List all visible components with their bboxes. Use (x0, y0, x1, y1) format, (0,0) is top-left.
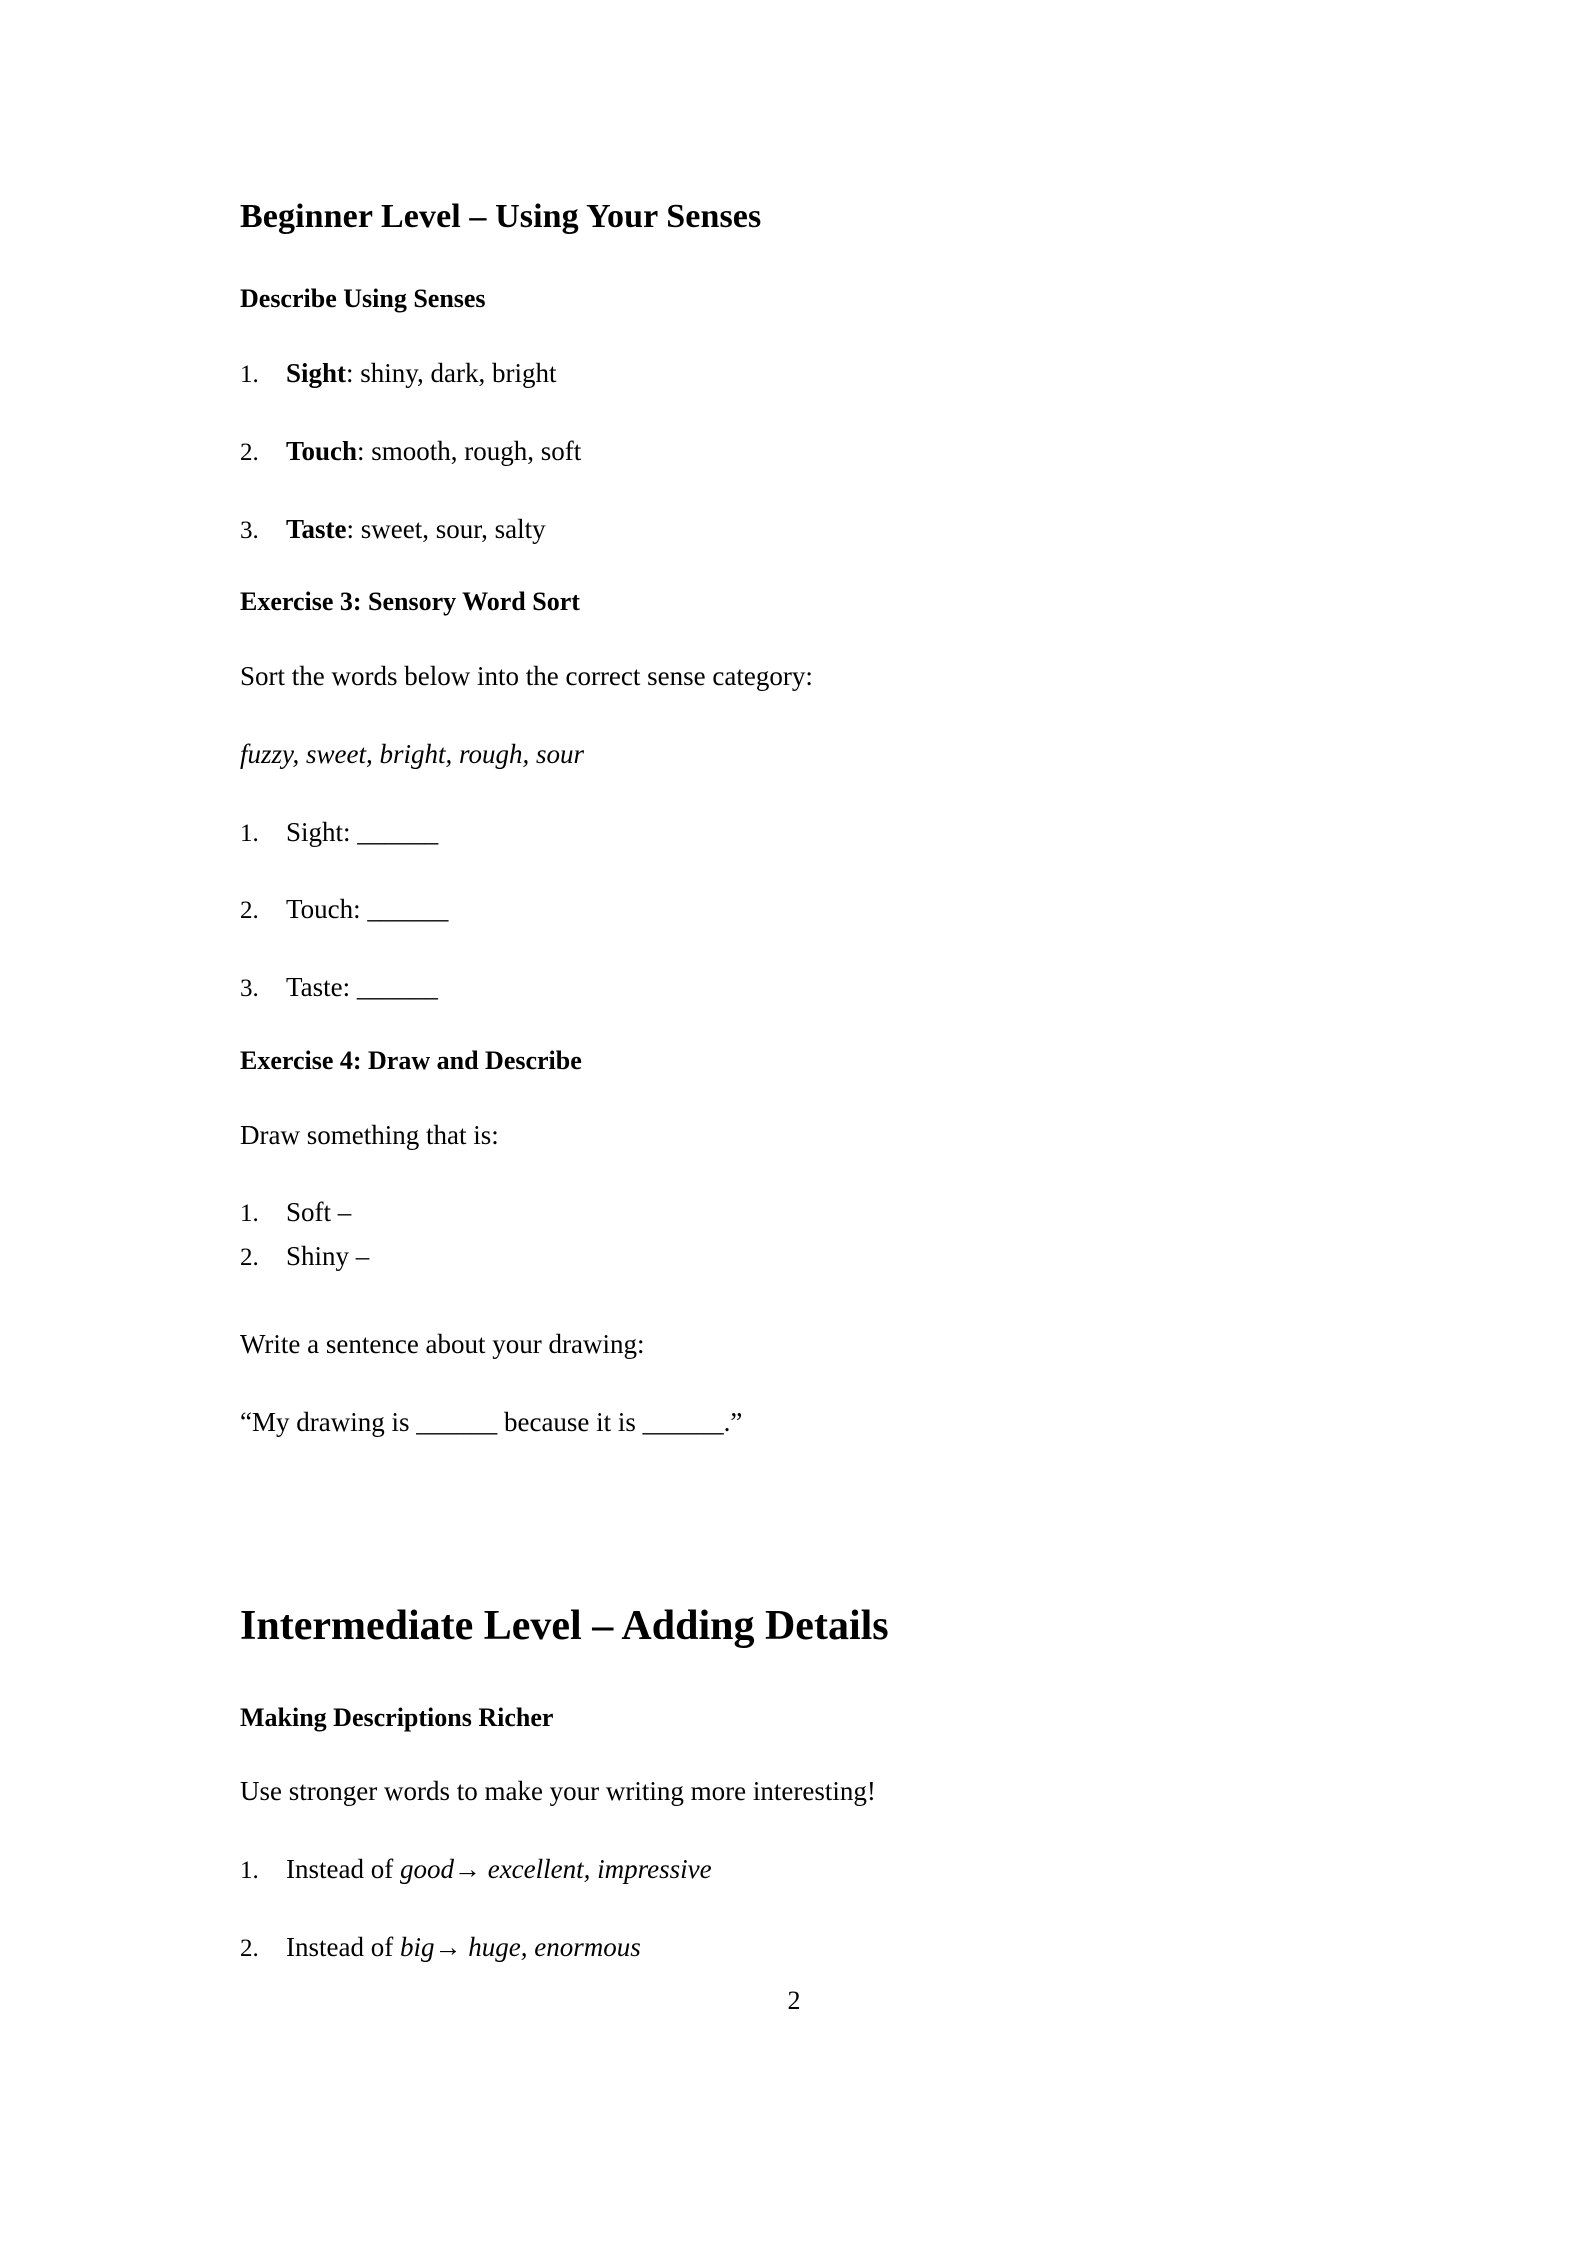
list-item (240, 435, 1240, 469)
answer-label: Sight: (286, 816, 358, 847)
exercise-4-title: Exercise 4: Draw and Describe (240, 1045, 582, 1075)
page-content (240, 196, 1240, 2005)
item-word-upgrade: good→ excellent, impressive (399, 1854, 712, 1885)
exercise-3-answer-list (240, 816, 1240, 1005)
list-number: 1. (240, 1857, 259, 1885)
exercise-4-draw-list (240, 1196, 1240, 1274)
list-item (240, 357, 1240, 391)
list-text (286, 1853, 712, 1887)
sense-words: : sweet, sour, salty (346, 513, 546, 544)
list-number: 3. (240, 516, 259, 544)
list-number: 1. (240, 1200, 259, 1228)
list-number: 2. (240, 1244, 259, 1272)
exercise-4-instruction: Draw something that is: (240, 1119, 499, 1150)
list-item (240, 893, 1240, 927)
answer-blank[interactable]: ______ (367, 894, 449, 925)
list-item (240, 513, 1240, 547)
list-text (286, 513, 546, 547)
exercise-4-sentence-frame[interactable]: “My drawing is ______ because it is ______.” (240, 1406, 743, 1437)
page-number: 2 (787, 1986, 801, 2015)
item-prefix: Instead of (286, 1931, 400, 1962)
list-text (286, 971, 438, 1005)
section-heading-intermediate: Intermediate Level – Adding Details (240, 1603, 889, 1650)
list-text: Soft – (286, 1197, 352, 1228)
list-item (240, 1853, 1240, 1887)
answer-blank[interactable]: ______ (357, 816, 439, 847)
list-item (240, 971, 1240, 1005)
list-number: 3. (240, 975, 259, 1003)
sense-words: : smooth, rough, soft (357, 435, 582, 466)
sense-label: Touch (286, 435, 358, 466)
list-item (240, 1931, 1240, 1965)
spacer (240, 1314, 1240, 1328)
list-number: 1. (240, 361, 259, 389)
senses-list (240, 357, 1240, 546)
sense-words: : shiny, dark, bright (346, 358, 557, 389)
item-prefix: Instead of (286, 1854, 400, 1885)
list-number: 2. (240, 1934, 259, 1962)
list-text (286, 435, 581, 469)
subheading-making-descriptions-richer: Making Descriptions Richer (240, 1702, 554, 1732)
list-number: 2. (240, 897, 259, 925)
sense-label: Taste (286, 513, 347, 544)
subheading-describe-using-senses: Describe Using Senses (240, 284, 486, 314)
stronger-words-list (240, 1853, 1240, 1965)
list-text (286, 816, 438, 850)
section-spacer (240, 1483, 1240, 1601)
answer-label: Taste: (286, 972, 357, 1003)
section-heading-beginner: Beginner Level – Using Your Senses (240, 198, 762, 235)
exercise-3-title: Exercise 3: Sensory Word Sort (240, 587, 580, 617)
exercise-3-word-bank: fuzzy, sweet, bright, rough, sour (240, 738, 585, 769)
sense-label: Sight (286, 358, 347, 389)
exercise-4-prompt: Write a sentence about your drawing: (240, 1328, 645, 1359)
answer-blank[interactable]: ______ (356, 972, 438, 1003)
list-number: 2. (240, 438, 259, 466)
list-item (240, 1196, 1240, 1230)
exercise-3-instruction: Sort the words below into the correct sense category: (240, 661, 813, 692)
item-word-upgrade: big→ huge, enormous (399, 1931, 641, 1962)
list-number: 1. (240, 819, 259, 847)
answer-label: Touch: (286, 894, 368, 925)
list-item (240, 816, 1240, 850)
list-text (286, 357, 557, 391)
list-text: Shiny – (286, 1241, 370, 1272)
list-text (286, 1931, 641, 1965)
list-text (286, 893, 448, 927)
intermediate-instruction: Use stronger words to make your writing more interesting! (240, 1776, 876, 1807)
list-item (240, 1240, 1240, 1274)
